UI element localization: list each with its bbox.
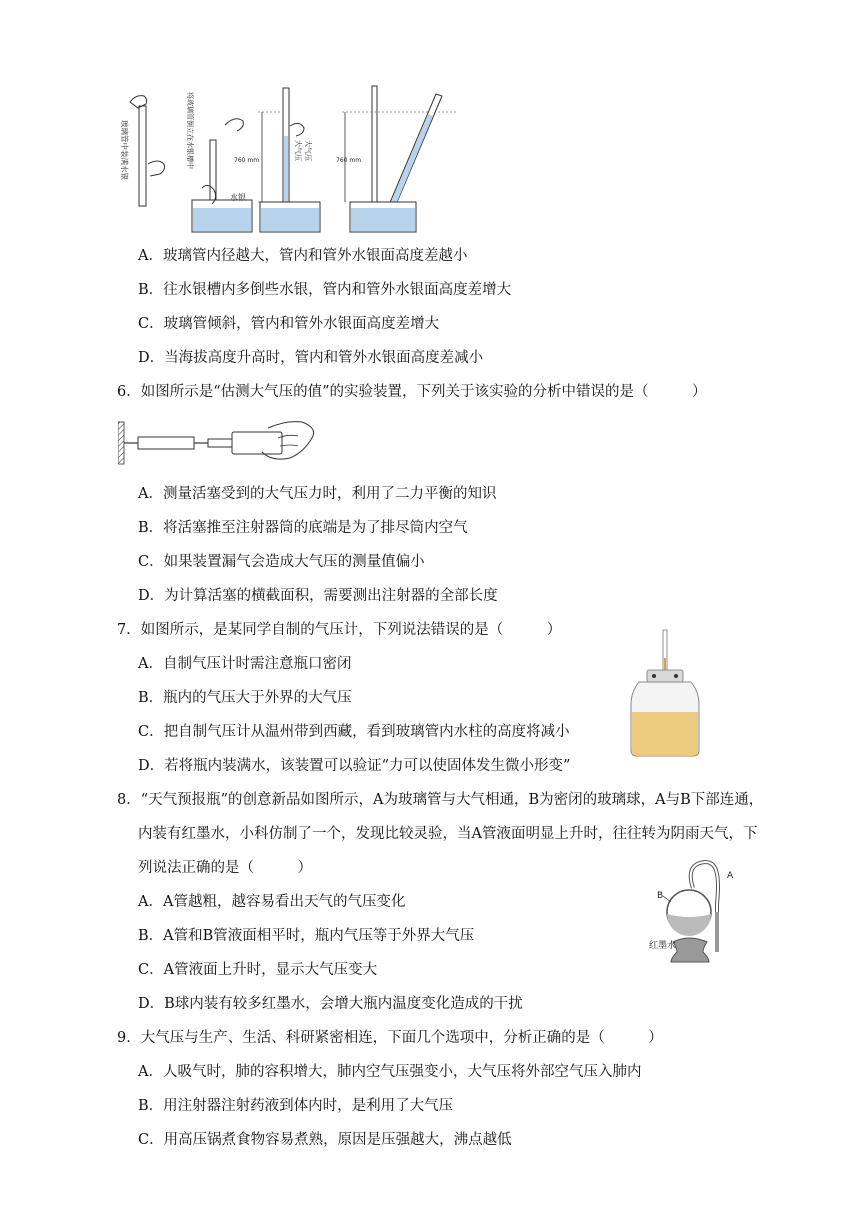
q7-option-d: D．若将瓶内装满水，该装置可以验证“力可以使固体发生微小形变” [138, 758, 571, 774]
figure1-caption-1: 玻璃管中装满水银 [120, 120, 129, 180]
q7-option-c: C．把自制气压计从温州带到西藏，看到玻璃管内水柱的高度将减小 [138, 724, 570, 740]
q6-stem: 6．如图所示是“估测大气压的值”的实验装置，下列关于该实验的分析中错误的是（ ） [117, 384, 707, 400]
homemade-barometer-figure [625, 628, 705, 758]
q8-stem-line1: 8．“天气预报瓶”的创意新品如图所示，A为玻璃管与大气相通，B为密闭的玻璃球，A与B下部连通， [117, 792, 764, 808]
q6-option-a: A．测量活塞受到的大气压力时，利用了二力平衡的知识 [138, 486, 497, 502]
q5-option-a: A．玻璃管内径越大，管内和管外水银面高度差越小 [138, 248, 468, 264]
figure1-label-mercury: 水银 [230, 193, 246, 202]
q8-option-b: B．A管和B管液面相平时，瓶内气压等于外界大气压 [138, 928, 475, 944]
q7-stem: 7．如图所示，是某同学自制的气压计，下列说法错误的是（ ） [117, 622, 562, 638]
q5-option-b: B．往水银槽内多倒些水银，管内和管外水银面高度差增大 [138, 282, 512, 298]
q9-option-c: C．用高压锅煮食物容易煮熟，原因是压强越大，沸点越低 [138, 1132, 512, 1148]
q8-stem-line3: 列说法正确的是（ ） [138, 860, 312, 876]
q6-option-c: C．如果装置漏气会造成大气压的测量值偏小 [138, 554, 425, 570]
figure1-label-atm-b: 大气压 [304, 140, 312, 161]
q8-stem-line2: 内装有红墨水，小科仿制了一个，发现比较灵验，当A管液面明显上升时，往往转为阴雨天气，下 [138, 826, 758, 842]
q8-option-c: C．A管液面上升时，显示大气压变大 [138, 962, 378, 978]
syringe-figure [118, 418, 328, 468]
torricelli-experiment-figure [110, 80, 470, 240]
figure1-label-760-a: 760 mm [234, 157, 260, 164]
figure-label-red-ink: 红墨水 [649, 941, 677, 951]
q6-option-d: D．为计算活塞的横截面积，需要测出注射器的全部长度 [138, 588, 498, 604]
weather-bottle-figure [645, 858, 745, 968]
q5-option-d: D．当海拔高度升高时，管内和管外水银面高度差减小 [138, 350, 484, 366]
q6-option-b: B．将活塞推至注射器筒的底端是为了排尽筒内空气 [138, 520, 468, 536]
q5-option-c: C．玻璃管倾斜，管内和管外水银面高度差增大 [138, 316, 440, 332]
figure-label-b: B [657, 891, 664, 901]
q9-stem: 9．大气压与生产、生活、科研紧密相连，下面几个选项中，分析正确的是（ ） [117, 1030, 663, 1046]
q7-option-a: A．自制气压计时需注意瓶口密闭 [138, 656, 352, 672]
figure1-label-atm-a: 大气压 [294, 140, 302, 161]
q9-option-b: B．用注射器注射药液到体内时，是利用了大气压 [138, 1098, 454, 1114]
q9-option-a: A．人吸气时，肺的容积增大，肺内空气压强变小，大气压将外部空气压入肺内 [138, 1064, 642, 1080]
q8-option-a: A．A管越粗，越容易看出天气的气压变化 [138, 894, 406, 910]
figure-label-a: A [727, 871, 734, 881]
q7-option-b: B．瓶内的气压大于外界的大气压 [138, 690, 352, 706]
figure1-caption-2: 将玻璃管倒立在水银槽中 [186, 92, 194, 169]
figure1-label-760-b: 760 mm [336, 157, 362, 164]
q8-option-d: D．B球内装有较多红墨水，会增大瓶内温度变化造成的干扰 [138, 996, 523, 1012]
